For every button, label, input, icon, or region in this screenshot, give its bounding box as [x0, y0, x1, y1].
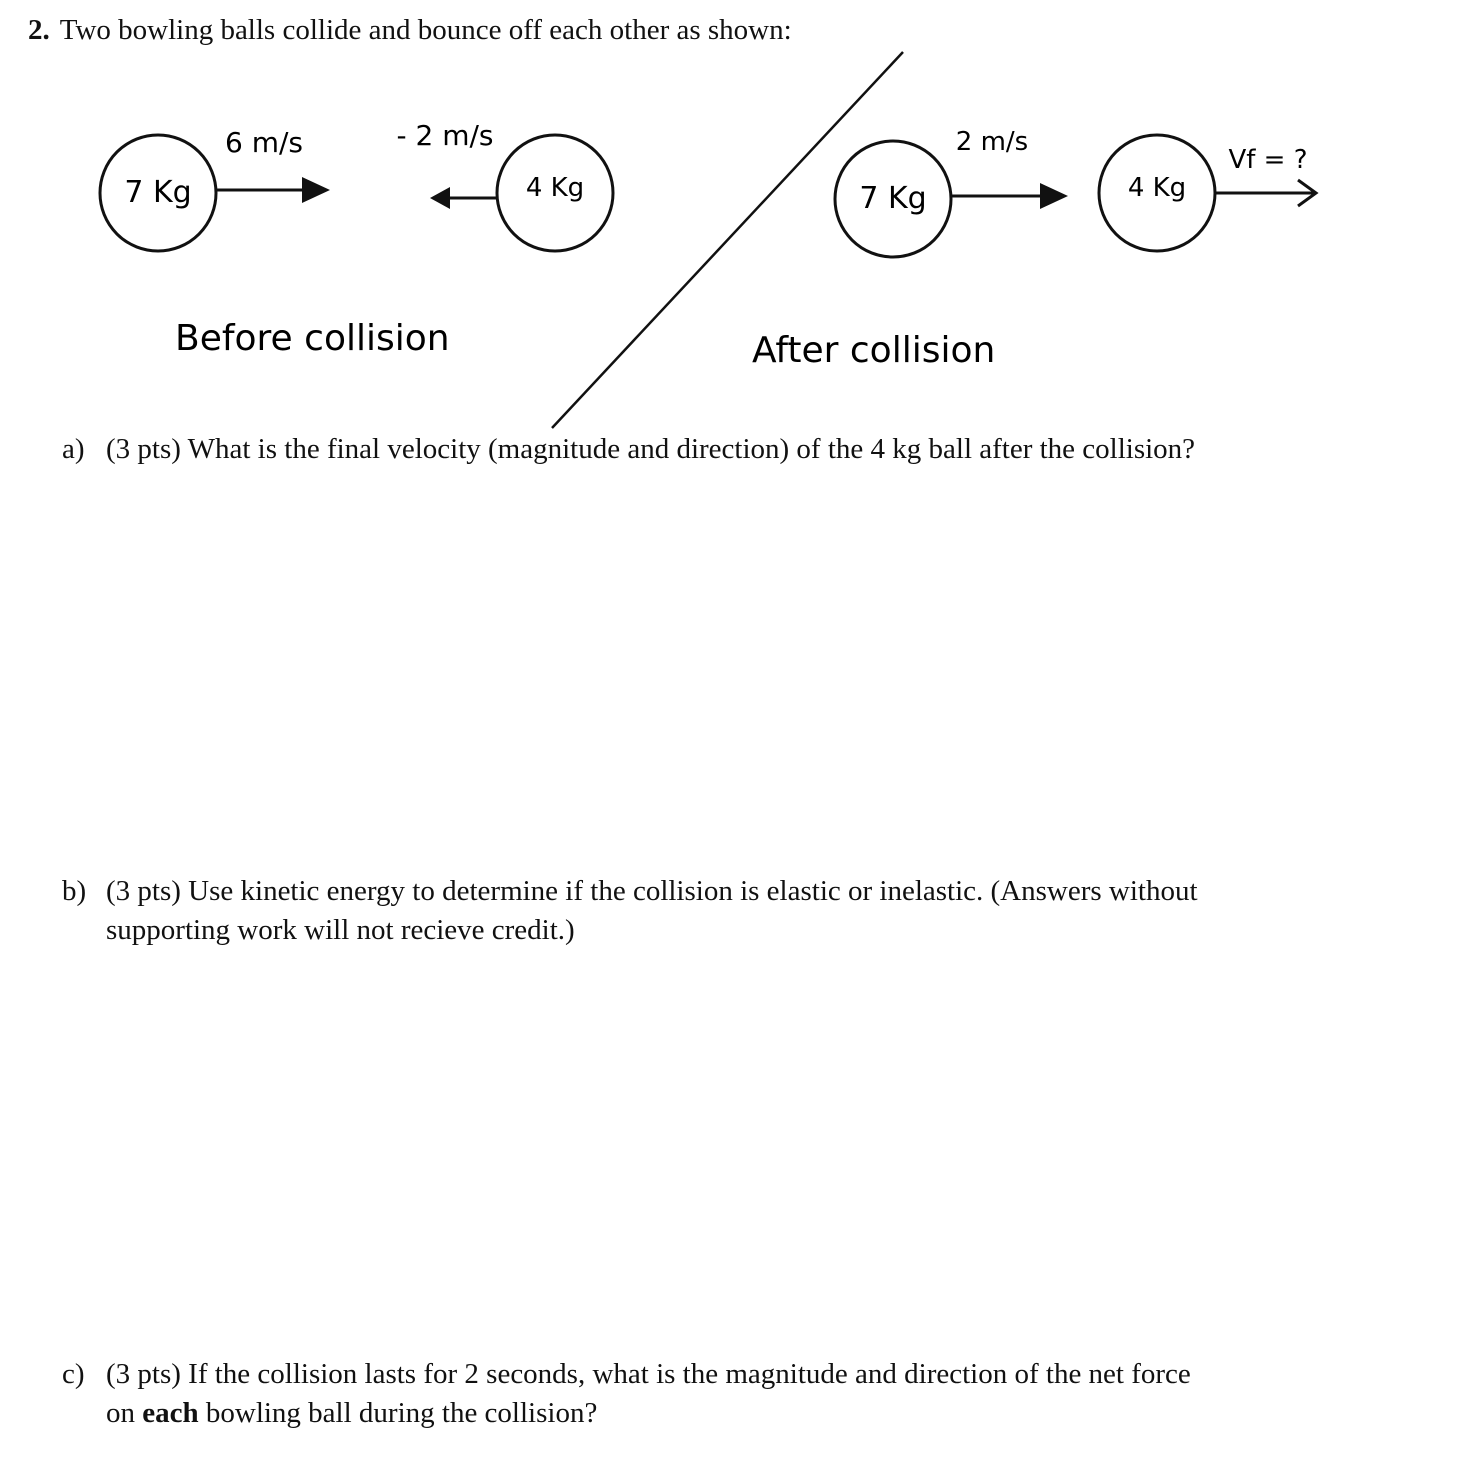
after-ball2-mass: 4 Kg: [1127, 173, 1187, 203]
part-c-line2: [106, 1394, 1191, 1433]
after-arrow-right-7kg: [951, 183, 1068, 209]
part-c-label: c): [62, 1358, 85, 1390]
part-c-line2-pre: on: [106, 1397, 143, 1429]
after-ball-4kg: [1099, 135, 1215, 251]
before-ball2-mass: 4 Kg: [525, 173, 585, 203]
before-ball1-velocity: 6 m/s: [224, 126, 304, 159]
part-b-text: [106, 872, 1198, 950]
before-ball-4kg: [497, 135, 613, 251]
part-a-line1: (3 pts) What is the final velocity (magnitude and direction) of the 4 kg ball after the collision?: [106, 433, 1196, 465]
question-text: Two bowling balls collide and bounce off each other as shown:: [59, 14, 792, 46]
before-ball1-mass: 7 Kg: [124, 175, 192, 210]
after-ball1-velocity: 2 m/s: [955, 127, 1029, 157]
part-b-label: b): [62, 875, 87, 907]
before-collision-label: Before collision: [175, 318, 450, 359]
part-c-line2-post: bowling ball during the collision?: [198, 1397, 598, 1429]
part-c-emphasis: each: [142, 1397, 199, 1429]
question-number: 2.: [28, 14, 50, 46]
part-c-text: [106, 1355, 1191, 1433]
part-c-line1: (3 pts) If the collision lasts for 2 seconds, what is the magnitude and direction of the net force: [106, 1358, 1191, 1390]
after-collision-label: After collision: [752, 330, 996, 371]
part-a-label: a): [62, 433, 85, 465]
before-ball-7kg: [100, 135, 216, 251]
part-b-line1: (3 pts) Use kinetic energy to determine if the collision is elastic or inelastic. (Answers without: [106, 875, 1198, 907]
part-b-line2: supporting work will not recieve credit.): [106, 914, 575, 946]
after-arrow-right-4kg: [1215, 180, 1316, 206]
after-ball-7kg: [835, 141, 951, 257]
before-ball2-velocity: - 2 m/s: [396, 119, 494, 152]
collision-diagram: [0, 0, 1466, 440]
after-ball2-velocity: Vf = ?: [1228, 145, 1308, 175]
before-arrow-right: [216, 177, 330, 203]
part-a-text: [106, 430, 1195, 469]
before-arrow-left: [430, 187, 497, 209]
after-ball1-mass: 7 Kg: [859, 181, 927, 216]
